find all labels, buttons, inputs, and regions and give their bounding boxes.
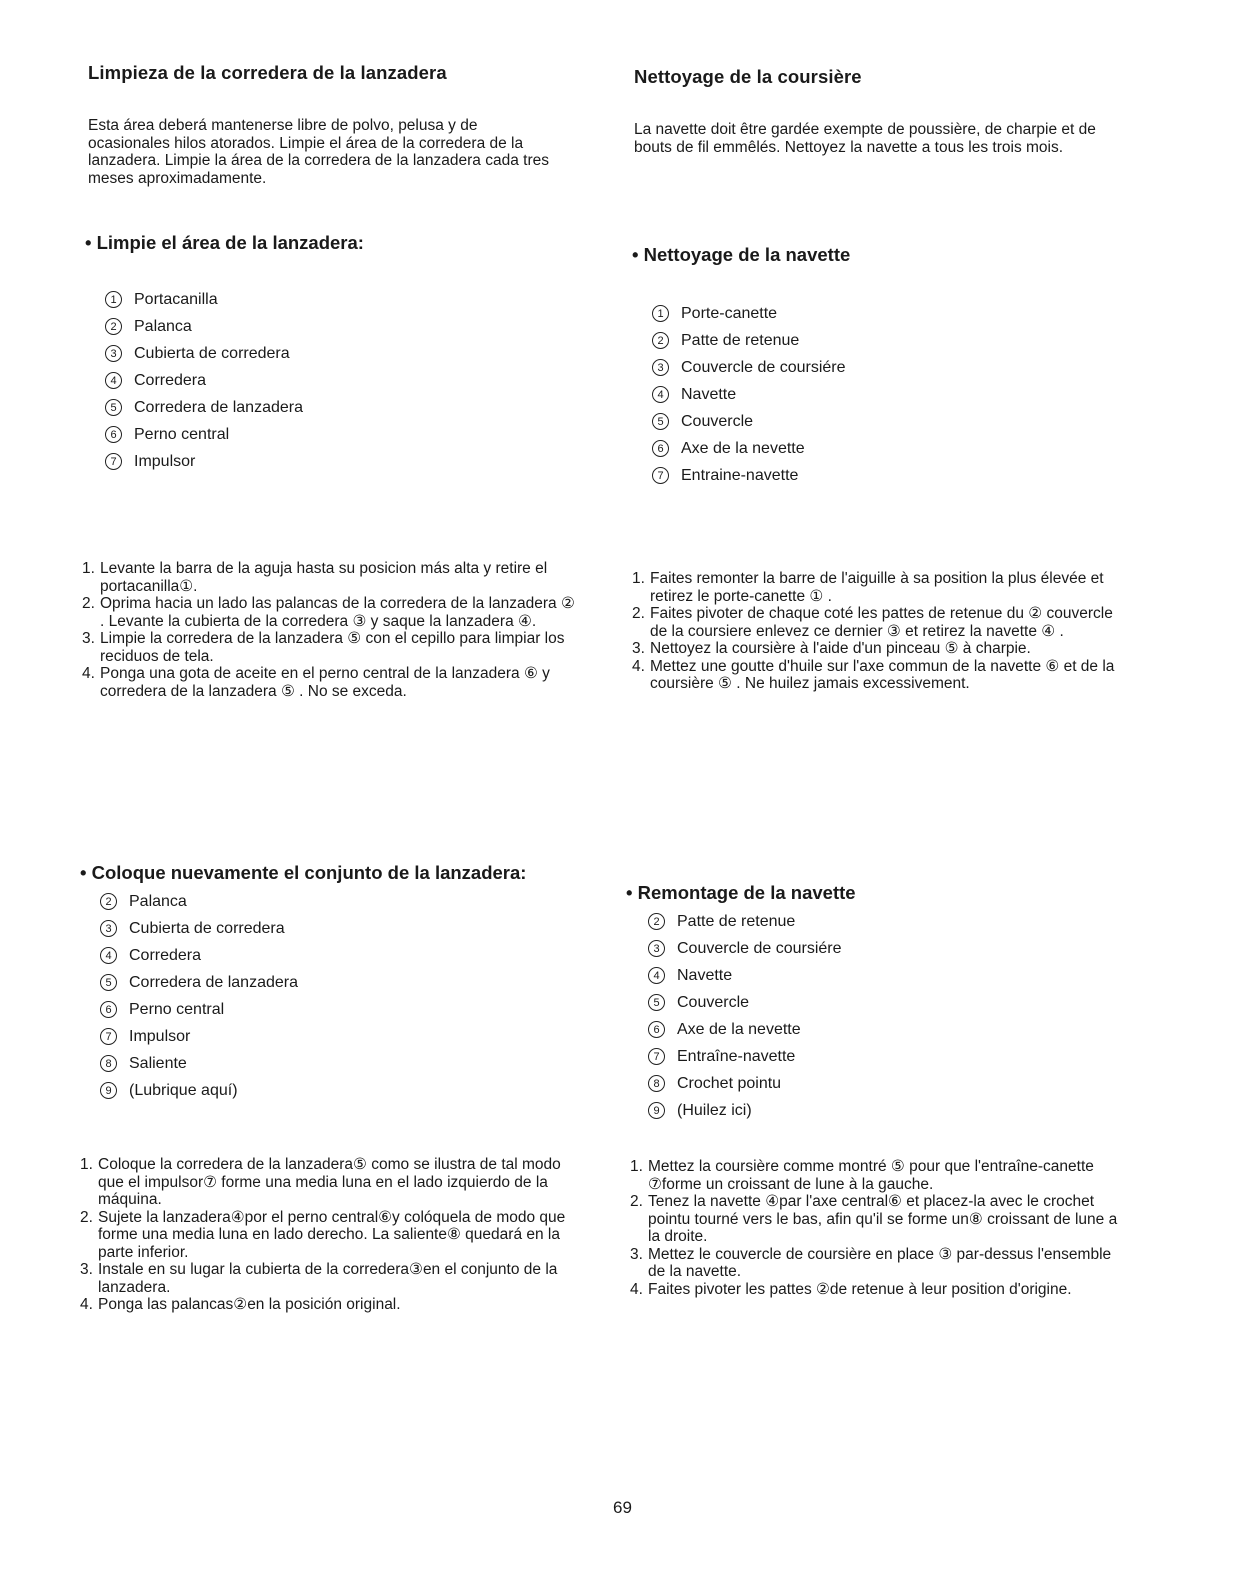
right-intro: La navette doit être gardée exempte de poussière, de charpie et de bouts de fil emmêlés. Nettoyez la navette a tous les trois mois.	[634, 121, 1096, 156]
part-label: Impulsor	[134, 452, 196, 470]
circled-number: 7	[648, 1048, 665, 1065]
part-item	[100, 942, 298, 969]
step-item	[632, 570, 1127, 605]
right-clean-steps	[632, 570, 1127, 693]
step-text: Ponga una gota de aceite en el perno central de la lanzadera ⑥ y corredera de la lanzadera ⑤ . No se exceda.	[100, 665, 550, 700]
right-title: Nettoyage de la coursière	[634, 66, 862, 87]
circled-number: 6	[652, 440, 669, 457]
part-label: Corredera de lanzadera	[129, 973, 298, 991]
part-label: Palanca	[134, 317, 192, 335]
step-number: 1.	[80, 1156, 93, 1173]
step-item	[632, 605, 1127, 640]
right-reassemble-parts-list	[648, 908, 842, 1124]
left-clean-parts-list	[105, 286, 303, 475]
circled-number: 4	[652, 386, 669, 403]
circled-number: 5	[648, 994, 665, 1011]
step-item	[80, 1296, 580, 1314]
part-item	[100, 1023, 298, 1050]
part-label: Palanca	[129, 892, 187, 910]
circled-number: 7	[652, 467, 669, 484]
step-number: 3.	[632, 640, 645, 657]
part-item	[105, 367, 303, 394]
part-item	[652, 300, 846, 327]
step-number: 2.	[630, 1193, 643, 1210]
circled-number: 6	[648, 1021, 665, 1038]
circled-number: 6	[105, 426, 122, 443]
part-item	[648, 1043, 842, 1070]
part-label: Impulsor	[129, 1027, 191, 1045]
circled-number: 9	[648, 1102, 665, 1119]
left-reassemble-parts-list	[100, 888, 298, 1104]
part-item	[652, 462, 846, 489]
step-text: Mettez la coursière comme montré ⑤ pour que l'entraîne-canette ⑦forme un croissant de lune à la gauche.	[648, 1158, 1094, 1193]
part-label: Couvercle de coursiére	[677, 939, 842, 957]
part-label: Entraine-navette	[681, 466, 799, 484]
right-reassemble-steps	[630, 1158, 1125, 1298]
step-text: Limpie la corredera de la lanzadera ⑤ con el cepillo para limpiar los reciduos de tela.	[100, 630, 565, 665]
step-item	[630, 1246, 1125, 1281]
circled-number: 4	[100, 947, 117, 964]
step-text: Oprima hacia un lado las palancas de la corredera de la lanzadera ② . Levante la cubierta de la corredera ③ y saque la lanzadera ④.	[100, 595, 575, 630]
part-label: Navette	[677, 966, 733, 984]
part-item	[648, 1097, 842, 1124]
step-text: Coloque la corredera de la lanzadera⑤ como se ilustra de tal modo que el impulsor⑦ forme una media luna en el lado izquierdo de la máquina.	[98, 1156, 561, 1208]
step-item	[630, 1193, 1125, 1246]
step-text: Mettez une goutte d'huile sur l'axe commun de la navette ⑥ et de la coursière ⑤ . Ne huilez jamais excessivement.	[650, 657, 1115, 692]
step-text: Nettoyez la coursière à l'aide d'un pinceau ⑤ à charpie.	[650, 640, 1031, 657]
step-number: 3.	[82, 630, 95, 647]
left-title: Limpieza de la corredera de la lanzadera	[88, 62, 447, 83]
right-clean-parts-list	[652, 300, 846, 489]
step-number: 4.	[630, 1280, 643, 1298]
step-text: Faites remonter la barre de l'aiguille à sa position la plus élevée et retirez le porte-canette ① .	[650, 570, 1104, 605]
part-label: Crochet pointu	[677, 1074, 782, 1092]
part-item	[100, 888, 298, 915]
step-text: Faites pivoter les pattes ②de retenue à leur position d'origine.	[648, 1280, 1072, 1298]
part-label: Cubierta de corredera	[129, 919, 285, 937]
part-label: Entraîne-navette	[677, 1047, 796, 1065]
step-text: Tenez la navette ④par l'axe central⑥ et placez-la avec le crochet pointu tourné vers le bas, afin qu'il se forme un⑧ croissant de lune a la droite.	[648, 1193, 1118, 1245]
circled-number: 7	[105, 453, 122, 470]
part-label: Porte-canette	[681, 304, 778, 322]
circled-number: 3	[648, 940, 665, 957]
part-item	[648, 935, 842, 962]
step-item	[82, 665, 582, 700]
part-item	[652, 381, 846, 408]
circled-number: 2	[100, 893, 117, 910]
circled-number: 4	[648, 967, 665, 984]
step-number: 3.	[630, 1245, 643, 1263]
part-label: Axe de la nevette	[677, 1020, 801, 1038]
part-item	[648, 908, 842, 935]
step-number: 1.	[82, 560, 95, 577]
part-item	[100, 1050, 298, 1077]
part-label: Perno central	[134, 425, 230, 443]
part-item	[105, 340, 303, 367]
part-item	[100, 969, 298, 996]
circled-number: 9	[100, 1082, 117, 1099]
circled-number: 2	[648, 913, 665, 930]
step-number: 1.	[632, 570, 645, 587]
step-item	[80, 1156, 580, 1209]
part-label: Corredera	[129, 946, 202, 964]
part-label: Corredera	[134, 371, 207, 389]
part-item	[652, 327, 846, 354]
part-item	[652, 435, 846, 462]
step-item	[82, 630, 582, 665]
circled-number: 8	[100, 1055, 117, 1072]
step-text: Sujete la lanzadera④por el perno central⑥y colóquela de modo que forme una media luna en lado derecho. La saliente⑧ quedará en la parte inferior.	[98, 1208, 566, 1261]
part-label: Saliente	[129, 1054, 187, 1072]
circled-number: 3	[100, 920, 117, 937]
left-intro: Esta área deberá mantenerse libre de polvo, pelusa y de ocasionales hilos atorados. Limpie el área de la corredera de la lanzadera. Limpie la área de la corredera de la lanzadera cada tres meses aproximadamente.	[88, 117, 549, 187]
step-text: Levante la barra de la aguja hasta su posicion más alta y retire el portacanilla①.	[100, 560, 548, 595]
circled-number: 3	[652, 359, 669, 376]
step-item	[80, 1261, 580, 1296]
part-label: Couvercle de coursiére	[681, 358, 846, 376]
circled-number: 8	[648, 1075, 665, 1092]
part-item	[648, 1016, 842, 1043]
step-item	[632, 640, 1127, 658]
step-item	[630, 1281, 1125, 1299]
step-text: Mettez le couvercle de coursière en place ③ par-dessus l'ensemble de la navette.	[648, 1245, 1112, 1280]
part-item	[648, 989, 842, 1016]
left-clean-heading: • Limpie el área de la lanzadera:	[85, 232, 364, 253]
part-label: Navette	[681, 385, 737, 403]
circled-number: 5	[652, 413, 669, 430]
part-item	[100, 996, 298, 1023]
step-number: 2.	[632, 605, 645, 622]
step-number: 4.	[82, 665, 95, 682]
part-label: (Huilez ici)	[677, 1101, 752, 1119]
part-item	[105, 286, 303, 313]
part-label: Patte de retenue	[681, 331, 800, 349]
part-item	[105, 448, 303, 475]
part-item	[648, 1070, 842, 1097]
part-label: Cubierta de corredera	[134, 344, 290, 362]
part-item	[105, 313, 303, 340]
left-clean-steps	[82, 560, 582, 700]
part-item	[648, 962, 842, 989]
step-item	[630, 1158, 1125, 1193]
step-item	[82, 560, 582, 595]
part-label: (Lubrique aquí)	[129, 1081, 238, 1099]
right-reassemble-heading: • Remontage de la navette	[626, 882, 856, 903]
part-label: Couvercle	[677, 993, 750, 1011]
step-item	[80, 1209, 580, 1262]
step-number: 2.	[80, 1208, 93, 1226]
part-item	[652, 408, 846, 435]
part-item	[105, 394, 303, 421]
left-reassemble-steps	[80, 1156, 580, 1314]
step-text: Faites pivoter de chaque coté les pattes de retenue du ② couvercle de la coursiere enlevez ce dernier ③ et retirez la navette ④ .	[650, 605, 1113, 640]
part-item	[100, 1077, 298, 1104]
part-label: Portacanilla	[134, 290, 218, 308]
step-number: 1.	[630, 1158, 643, 1175]
circled-number: 5	[105, 399, 122, 416]
circled-number: 2	[652, 332, 669, 349]
circled-number: 5	[100, 974, 117, 991]
part-item	[100, 915, 298, 942]
step-number: 4.	[80, 1296, 93, 1313]
circled-number: 7	[100, 1028, 117, 1045]
step-text: Instale en su lugar la cubierta de la corredera③en el conjunto de la lanzadera.	[98, 1261, 558, 1296]
step-number: 2.	[82, 595, 95, 612]
step-number: 3.	[80, 1261, 93, 1278]
left-reassemble-heading: • Coloque nuevamente el conjunto de la lanzadera:	[80, 862, 527, 883]
part-label: Perno central	[129, 1000, 225, 1018]
part-label: Patte de retenue	[677, 912, 796, 930]
part-item	[652, 354, 846, 381]
circled-number: 1	[652, 305, 669, 322]
step-number: 4.	[632, 657, 645, 675]
circled-number: 4	[105, 372, 122, 389]
part-label: Couvercle	[681, 412, 754, 430]
circled-number: 1	[105, 291, 122, 308]
part-label: Corredera de lanzadera	[134, 398, 303, 416]
page-number: 69	[613, 1498, 632, 1517]
circled-number: 6	[100, 1001, 117, 1018]
part-item	[105, 421, 303, 448]
circled-number: 2	[105, 318, 122, 335]
right-clean-heading: • Nettoyage de la navette	[632, 244, 851, 265]
circled-number: 3	[105, 345, 122, 362]
step-item	[82, 595, 582, 630]
step-text: Ponga las palancas②en la posición original.	[98, 1296, 401, 1313]
step-item	[632, 658, 1127, 693]
part-label: Axe de la nevette	[681, 439, 805, 457]
